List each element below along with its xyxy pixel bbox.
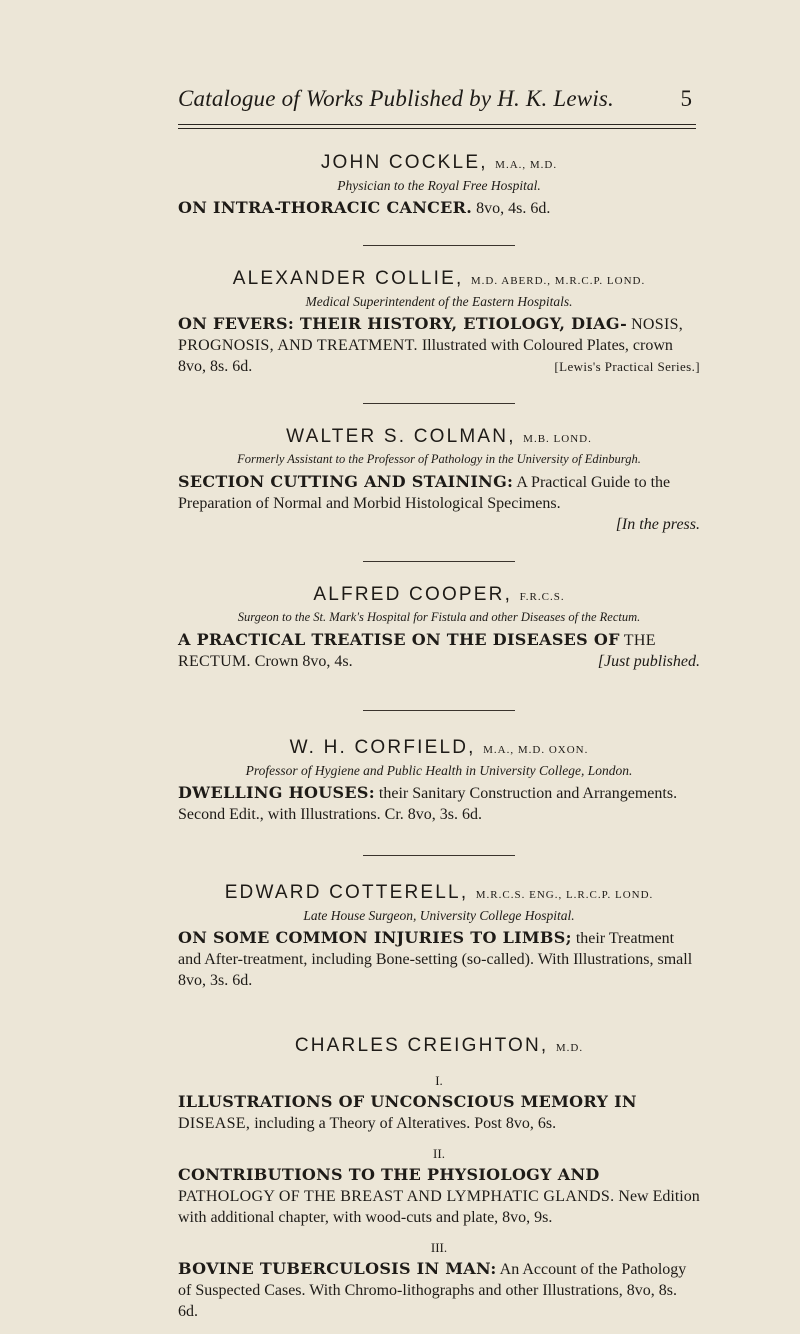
entry-cotterell bbox=[178, 882, 700, 991]
work-description: ON FEVERS: THEIR HISTORY, ETIOLOGY, DIAG- NOSIS, PROGNOSIS, AND TREATMENT. Illustrated with Coloured Plates, crown 8vo, 8s. 6d. [Lewis's Practical Series.] bbox=[178, 314, 700, 375]
work-title: ON INTRA-THORACIC CANCER. bbox=[178, 198, 473, 217]
author-name: JOHN COCKLE, M.A., M.D. bbox=[320, 152, 558, 173]
running-title: Catalogue of Works Published by H. K. Lewis. bbox=[178, 86, 615, 111]
author-name: ALFRED COOPER, F.R.C.S. bbox=[313, 584, 565, 605]
catalogue-entries bbox=[178, 152, 700, 1322]
entry-creighton bbox=[178, 1035, 700, 1322]
entry-colman bbox=[178, 426, 700, 535]
entry-divider bbox=[363, 245, 515, 246]
work-description: BOVINE TUBERCULOSIS IN MAN: An Account of the Pathology of Suspected Cases. With Chromo-lithographs and other Illustrations, 8vo, 8s. 6d. bbox=[178, 1259, 687, 1320]
work-description: A PRACTICAL TREATISE ON THE DISEASES OF THE RECTUM. Crown 8vo, 4s. [Just published. bbox=[178, 630, 700, 670]
work-description: CONTRIBUTIONS TO THE PHYSIOLOGY AND PATHOLOGY OF THE BREAST AND LYMPHATIC GLANDS. New Edition with additional chapter, with wood-cuts and plate, 8vo, 9s. bbox=[178, 1165, 700, 1226]
author-position: Professor of Hygiene and Public Health in University College, London. bbox=[245, 763, 633, 778]
author-name: CHARLES CREIGHTON, M.D. bbox=[294, 1035, 584, 1056]
work-description: SECTION CUTTING AND STAINING: A Practical Guide to the Preparation of Normal and Morbid Histological Specimens. [In the press. bbox=[178, 472, 700, 533]
work-description: DWELLING HOUSES: their Sanitary Construction and Arrangements. Second Edit., with Illustrations. Cr. 8vo, 3s. 6d. bbox=[178, 783, 678, 823]
publication-note: [Just published. bbox=[597, 653, 700, 670]
author-name: EDWARD COTTERELL, M.R.C.S. ENG., L.R.C.P. LOND. bbox=[224, 882, 654, 903]
author-name: ALEXANDER COLLIE, M.D. ABERD., M.R.C.P. LOND. bbox=[232, 268, 646, 289]
page-number: 5 bbox=[680, 86, 692, 111]
work-title: CONTRIBUTIONS TO THE PHYSIOLOGY AND bbox=[178, 1165, 600, 1184]
work-numeral: II. bbox=[433, 1146, 445, 1161]
series-note: [Lewis's Practical Series.] bbox=[554, 359, 700, 374]
work-description: ILLUSTRATIONS OF UNCONSCIOUS MEMORY IN DISEASE, including a Theory of Alteratives. Post 8vo, 6s. bbox=[178, 1092, 637, 1132]
author-position: Late House Surgeon, University College Hospital. bbox=[303, 908, 575, 923]
publication-note: [In the press. bbox=[615, 516, 700, 533]
work-numeral: III. bbox=[430, 1240, 448, 1255]
entry-divider bbox=[363, 855, 515, 856]
entry-divider bbox=[363, 403, 515, 404]
entry-cooper bbox=[178, 584, 700, 672]
author-position: Medical Superintendent of the Eastern Hospitals. bbox=[305, 294, 573, 309]
work-title: ON SOME COMMON INJURIES TO LIMBS; bbox=[178, 928, 572, 947]
work-numeral: I. bbox=[435, 1073, 443, 1088]
entry-cockle bbox=[178, 152, 700, 219]
work-title: SECTION CUTTING AND STAINING: bbox=[178, 472, 514, 491]
author-position: Formerly Assistant to the Professor of Pathology in the University of Edinburgh. bbox=[237, 452, 641, 466]
author-position: Physician to the Royal Free Hospital. bbox=[337, 178, 541, 193]
work-title: BOVINE TUBERCULOSIS IN MAN: bbox=[178, 1259, 497, 1278]
header-rule-double bbox=[178, 128, 696, 129]
work-description: ON INTRA-THORACIC CANCER. 8vo, 4s. 6d. bbox=[178, 198, 551, 217]
header-rule bbox=[178, 124, 696, 125]
work-description: ON SOME COMMON INJURIES TO LIMBS; their Treatment and After-treatment, including Bone-setting (so-called). With Illustrations, small 8vo, 3s. 6d. bbox=[178, 928, 693, 989]
author-position: Surgeon to the St. Mark's Hospital for Fistula and other Diseases of the Rectum. bbox=[237, 610, 641, 624]
entry-collie bbox=[178, 268, 700, 377]
work-title: ON FEVERS: THEIR HISTORY, ETIOLOGY, DIAG- bbox=[178, 314, 628, 333]
author-name: W. H. CORFIELD, M.A., M.D. OXON. bbox=[289, 737, 589, 758]
entry-divider bbox=[363, 710, 515, 711]
work-title: ILLUSTRATIONS OF UNCONSCIOUS MEMORY IN bbox=[178, 1092, 637, 1111]
entry-corfield bbox=[178, 737, 700, 825]
author-name: WALTER S. COLMAN, M.B. LOND. bbox=[286, 426, 592, 447]
work-title: A PRACTICAL TREATISE ON THE DISEASES OF bbox=[178, 630, 620, 649]
entry-divider bbox=[363, 561, 515, 562]
work-title: DWELLING HOUSES: bbox=[178, 783, 375, 802]
